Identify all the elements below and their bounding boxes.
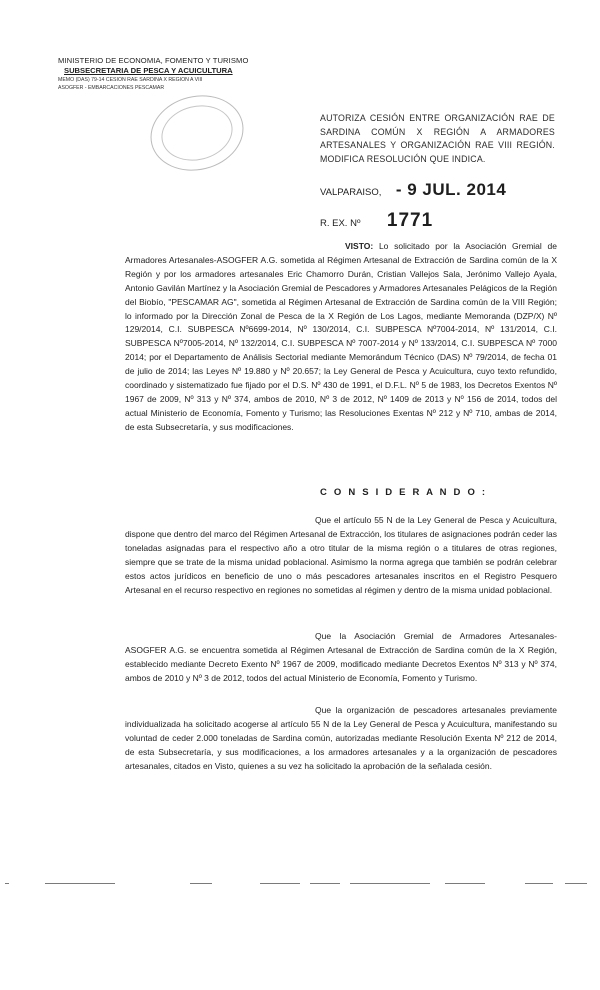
footer-mark: [525, 883, 553, 884]
footer-mark: [445, 883, 485, 884]
footer-mark: [5, 883, 9, 884]
undersecretariat-name: SUBSECRETARIA DE PESCA Y ACUICULTURA: [64, 66, 233, 75]
scan-footer-marks: [5, 883, 595, 885]
visto-paragraph: [125, 240, 557, 435]
footer-mark: [565, 883, 587, 884]
visto-text: Lo solicitado por la Asociación Gremial de Armadores Artesanales-ASOGFER A.G. sometida al Régimen Artesanal de Extracción de Sardina común de la X Región y por los armadores artesanales Eric Chamorro Durán, Cristian Vallejos Sala, Jerónimo Vallejo Ayala, Antonio Gavilán Martínez y la Asociación Gremial de Pescadores y Armadores Artesanales Pelágicos de la Región del Biobío, "PESCAMAR AG", sometida al Régimen Artesanal de Extracción de Sardina común de la VIII Región; lo informado por la Dirección Zonal de Pesca de la X Región de Los Lagos, mediante Memoranda (DZP/X) Nº 129/2014, C.I. SUBPESCA Nº6699-2014, Nº 130/2014, C.I. SUBPESCA Nº7004-2014, Nº 131/2014, C.I. SUBPESCA Nº7005-2014, Nº 132/2014, C.I. SUBPESCA Nº 7007-2014 y Nº 133/2014, C.I. SUBPESCA Nº 7000 2014; por el Departamento de Análisis Sectorial mediante Memorándum Técnico (DAS) Nº 79/2014, de fecha 01 de julio de 2014; las Leyes Nº 19.880 y Nº 20.657; la Ley General de Pesca y Acuicultura, cuyo texto refundido, coordinado y sistematizado fue fijado por el D.S. Nº 430 de 1991, el D.F.L. Nº 5 de 1983, los Decretos Exentos Nº 1967 de 2009, Nº 313 y Nº 374, ambos de 2010, Nº 3 de 2012, Nº 1409 de 2013 y Nº 156 de 2014, todos del actual Ministerio de Economía, Fomento y Turismo; las Resoluciones Exentas Nº 212 y Nº 710, ambas de 2014, de esta Subsecretaría, y sus modificaciones.: [125, 241, 557, 432]
paragraph-1-text: Que el artículo 55 N de la Ley General de Pesca y Acuicultura, dispone que dentro del marco del Régimen Artesanal de Extracción, los titulares de asignaciones podrán ceder las toneladas asignadas para el respectivo año a otro titular de la misma región o a titulares de otras regiones, siempre que se trate de la misma unidad poblacional. Asimismo la norma agrega que también se podrán celebrar estos actos jurídicos en beneficio de uno o más pescadores artesanales inscritos en el Registro Pesquero Artesanal en el recurso respectivo en regiones no sometidas al régimen y dentro de la misma unidad poblacional.: [125, 515, 557, 595]
resolution-label: R. EX. Nº: [320, 218, 361, 229]
considerando-paragraph-1: [125, 514, 557, 597]
footer-mark: [310, 883, 340, 884]
considerando-heading: C O N S I D E R A N D O :: [320, 487, 488, 498]
footer-mark: [350, 883, 430, 884]
date-stamp: - 9 JUL. 2014: [395, 180, 507, 199]
footer-mark: [45, 883, 115, 884]
dateline: [320, 180, 580, 200]
paragraph-2-text: Que la Asociación Gremial de Armadores Artesanales-ASOGFER A.G. se encuentra sometida al Régimen Artesanal de Extracción de Sardina común de la X Región, establecido mediante Decreto Exento Nº 1967 de 2009, modificado mediante Decretos Exentos Nº 313 y Nº 374, ambos de 2010 y Nº 3 de 2012, todos del actual Ministerio de Economía, Fomento y Turismo.: [125, 631, 557, 683]
reference-line-1: MEMO (DAS) 79-14 CESION RAE SARDINA X REGION A VIII: [58, 77, 203, 83]
resolution-number: 1771: [386, 210, 434, 231]
considerando-paragraph-3: [125, 704, 557, 774]
reference-line-2: ASOGFER - EMBARCACIONES PESCAMAR: [58, 85, 165, 91]
visto-label: VISTO:: [345, 241, 374, 251]
paragraph-3-text: Que la organización de pescadores artesanales previamente individualizada ha solicitado acogerse al artículo 55 N de la Ley General de Pesca y Acuicultura, manifestando su voluntad de ceder 2.000 toneladas de Sardina común, autorizadas mediante Resolución Exenta Nº 212 de 2014, de esta Subsecretaría, y sus modificaciones, a los armadores artesanales y a la organización de pescadores artesanales, citados en Visto, quienes a su vez ha solicitado la aprobación de la señalada cesión.: [125, 705, 557, 771]
letterhead: [58, 56, 288, 92]
ministry-name: MINISTERIO DE ECONOMIA, FOMENTO Y TURISMO: [58, 56, 249, 65]
place-name: VALPARAISO,: [320, 187, 382, 198]
resolution-summary: AUTORIZA CESIÓN ENTRE ORGANIZACIÓN RAE DE SARDINA COMÚN X REGIÓN A ARMADORES ARTESANALES Y ORGANIZACIÓN RAE VIII REGIÓN. MODIFICA RESOLUCIÓN QUE INDICA.: [320, 113, 555, 164]
footer-mark: [260, 883, 300, 884]
seal-inner-ring: [156, 98, 239, 168]
official-seal-stamp: [142, 86, 251, 181]
footer-mark: [190, 883, 212, 884]
resolution-number-line: [320, 210, 580, 232]
considerando-paragraph-2: [125, 630, 557, 686]
